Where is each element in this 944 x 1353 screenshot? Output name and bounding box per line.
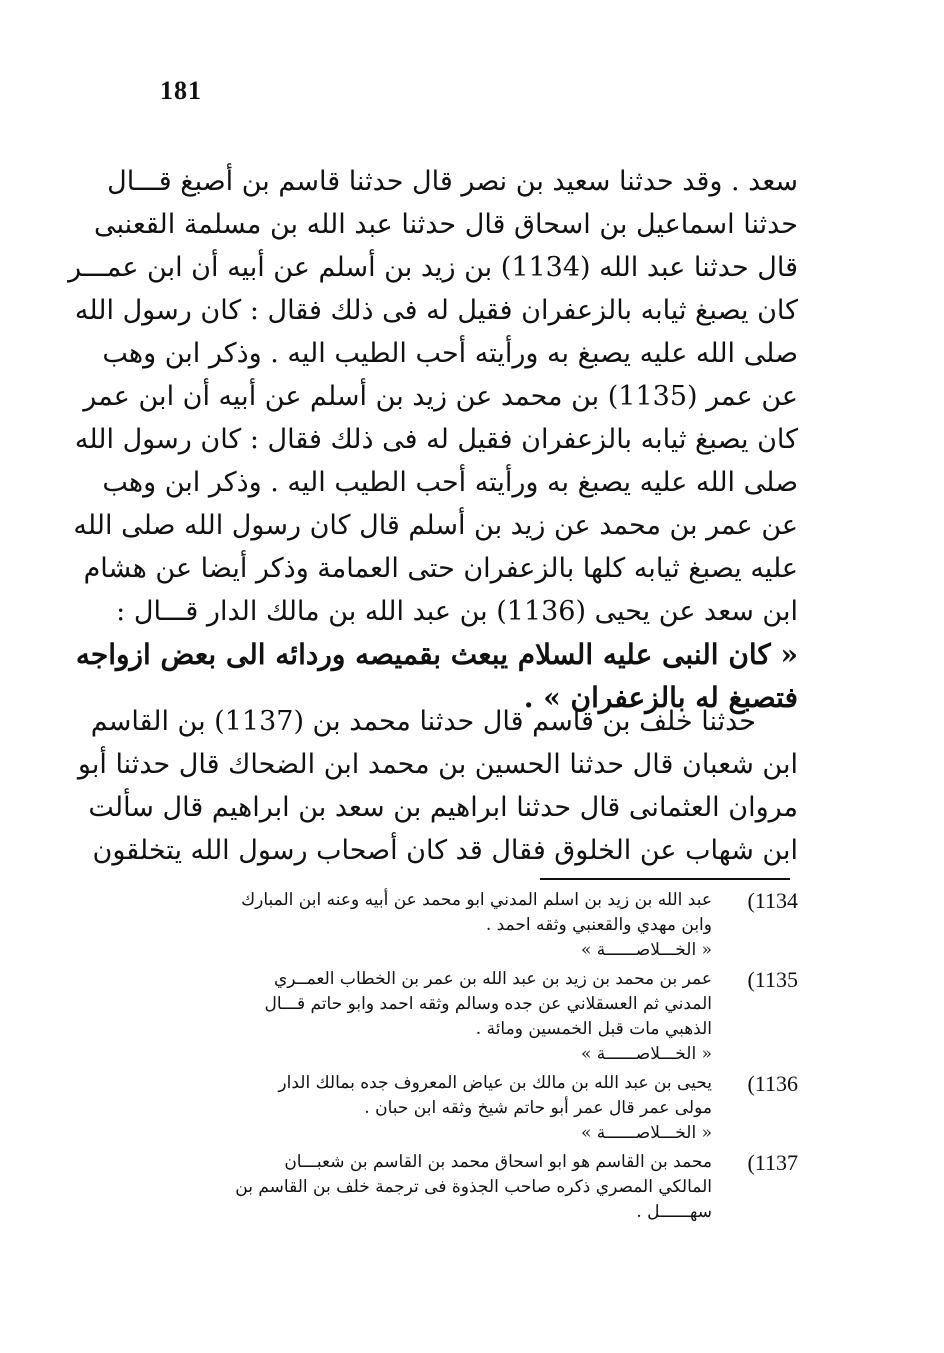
text-line: حدثنا اسماعيل بن اسحاق قال حدثنا عبد الله بن مسلمة القعنبى [94, 209, 798, 240]
footnote-line: « الخـــلاصــــــة » [580, 1123, 712, 1143]
footnote-line: سهــــــل . [636, 1202, 712, 1222]
second-paragraph [77, 700, 798, 872]
page-number: 181 [160, 76, 202, 105]
text-line: صلى الله عليه يصبغ به ورأيته أحب الطيب اليه . وذكر ابن وهب [102, 338, 798, 369]
text-line: كان يصبغ ثيابه بالزعفران فقيل له فى ذلك فقال : كان رسول الله [74, 295, 798, 326]
footnote [118, 967, 798, 1067]
footnotes [118, 888, 798, 1229]
quote-line: فتصبغ له بالزعفران » . [523, 681, 798, 714]
footnote-separator [540, 878, 790, 880]
footnote-line: عمر بن محمد بن زيد بن عبد الله بن عمر بن الخطاب العمــري [273, 969, 712, 989]
text-line: عن عمر (1135) بن محمد عن زيد بن أسلم عن أبيه أن ابن عمر [83, 381, 798, 412]
footnote-line: محمد بن القاسم هو ابو اسحاق محمد بن القاسم بن شعبـــان [284, 1152, 712, 1172]
quote-line: « كان النبى عليه السلام يبعث بقميصه وردائه الى بعض ازواجه [75, 638, 798, 671]
footnote-number: (1136 [747, 1071, 798, 1096]
footnote-line: الذهبي مات قبل الخمسين ومائة . [475, 1019, 712, 1039]
text-line: عليه يصبغ ثيابه كلها بالزعفران حتى العمامة وذكر أيضا عن هشام [83, 553, 798, 584]
text-line: قال حدثنا عبد الله (1134) بن زيد بن أسلم عن أبيه أن ابن عمـــر [68, 252, 798, 283]
text-line: سعد . وقد حدثنا سعيد بن نصر قال حدثنا قاسم بن أصبغ قـــال [107, 166, 798, 197]
text-line: ابن شهاب عن الخلوق فقال قد كان أصحاب رسول الله يتخلقون [92, 835, 798, 866]
text-line: كان يصبغ ثيابه بالزعفران فقيل له فى ذلك فقال : كان رسول الله [74, 424, 798, 455]
footnote-line: عبد الله بن زيد بن اسلم المدني ابو محمد عن أبيه وعنه ابن المبارك [241, 890, 712, 910]
text-line: ابن سعد عن يحيى (1136) بن عبد الله بن مالك الدار قـــال : [116, 596, 798, 627]
footnote [118, 1150, 798, 1225]
footnote-line: وابن مهدي والقعنبي وثقه احمد . [485, 915, 712, 935]
text-line: مروان العثمانى قال حدثنا ابراهيم بن سعد بن ابراهيم قال سألت [88, 792, 798, 823]
main-paragraph [68, 160, 798, 719]
footnote-line: « الخـــلاصــــــة » [580, 940, 712, 960]
footnote-line: « الخـــلاصــــــة » [580, 1044, 712, 1064]
footnote-number: (1134 [747, 888, 798, 913]
footnote-line: يحيى بن عبد الله بن مالك بن عياض المعروف جده بمالك الدار [278, 1073, 712, 1093]
footnote-number: (1137 [747, 1150, 798, 1175]
footnote-number: (1135 [747, 967, 798, 992]
text-line: حدثنا خلف بن قاسم قال حدثنا محمد بن (1137) بن القاسم [90, 706, 756, 737]
footnote-line: المالكي المصري ذكره صاحب الجذوة فى ترجمة خلف بن القاسم بن [235, 1177, 712, 1197]
footnote [118, 888, 798, 963]
footnote-line: المدني ثم العسقلاني عن جده وسالم وثقه احمد وابو حاتم قـــال [264, 994, 712, 1014]
footnote [118, 1071, 798, 1146]
text-line: صلى الله عليه يصبغ به ورأيته أحب الطيب اليه . وذكر ابن وهب [102, 467, 798, 498]
text-line: عن عمر بن محمد عن زيد بن أسلم قال كان رسول الله صلى الله [73, 510, 798, 541]
text-line: ابن شعبان قال حدثنا الحسين بن محمد ابن الضحاك قال حدثنا أبو [77, 749, 798, 780]
footnote-line: مولى عمر قال عمر أبو حاتم شيخ وثقه ابن حبان . [364, 1098, 712, 1118]
